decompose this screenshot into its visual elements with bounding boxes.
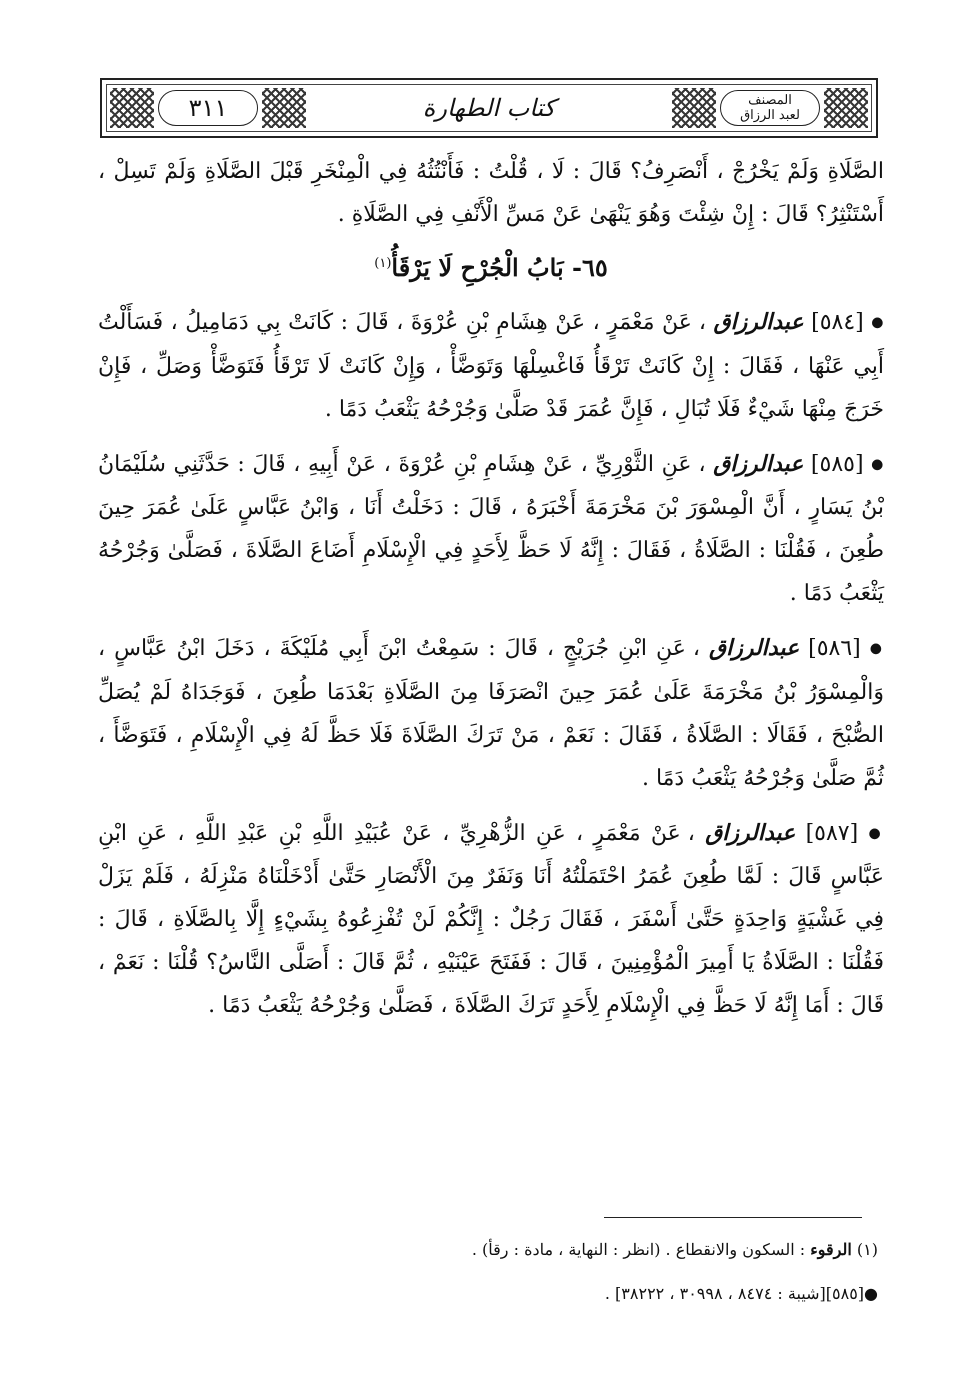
bullet-icon: ● (871, 456, 885, 472)
hadith-586 (98, 627, 884, 800)
footnote-2 (98, 1272, 878, 1316)
hadith-587 (98, 812, 884, 1028)
page-header (100, 78, 878, 138)
hadith-number: [٥٨٦] (808, 636, 861, 661)
ornament-icon (110, 88, 154, 128)
narrator-name: عبدالرزاق (713, 450, 804, 477)
footnote-text: [شيبة : ٨٤٧٤ ، ٣٠٩٩٨ ، ٣٨٢٢٢] . (604, 1284, 826, 1303)
hadith-585 (98, 443, 884, 616)
footnote-1 (98, 1228, 878, 1272)
ornament-icon (672, 88, 716, 128)
chapter-title (98, 242, 884, 289)
footnote-text: : السكون والانقطاع . (انظر : النهاية ، مادة : رقأ) . (471, 1240, 806, 1259)
main-text (98, 150, 884, 1039)
hadith-text: ، عَنْ مَعْمَرٍ ، عَنْ هِشَامِ بْنِ عُرْوَةَ ، قَالَ : كَانَتْ بِي دَمَامِيلُ ، فَسَأَلْتُ أَبِي عَنْهَا ، فَقَالَ : إِنْ كَانَتْ تَرْقَأُ فَاغْسِلْهَا وَتَوَضَّأْ ، وَإِنْ كَانَتْ لَا تَرْقَأُ فَتَوَضَّأْ وَصَلِّ ، فَإِنْ خَرَجَ مِنْهَا شَيْءٌ فَلَا تُبَالِ ، فَإِنَّ عُمَرَ قَدْ صَلَّىٰ وَجُرْحُهُ يَثْعَبُ دَمًا . (98, 310, 884, 422)
chapter-title-text: ٦٥- بَابُ الْجُرْحِ لَا يَرْقَأُ (391, 253, 608, 282)
footnote-divider (604, 1217, 862, 1218)
hadith-number: [٥٨٥] (810, 451, 864, 477)
footnote-term: [٥٨٥] (825, 1284, 865, 1303)
logo-line-2: لعبد الرزاق (740, 108, 800, 123)
footnotes (98, 1228, 878, 1316)
narrator-name: عبدالرزاق (713, 309, 804, 335)
bullet-icon: ● (864, 1284, 878, 1303)
footnote-term: الرقوء (810, 1240, 852, 1259)
bullet-icon: ● (871, 314, 885, 331)
hadith-number: [٥٨٤] (811, 310, 864, 335)
hadith-text: ، عَنْ مَعْمَرٍ ، عَنِ الزُّهْرِيِّ ، عَنْ عُبَيْدِ اللَّهِ بْنِ عَبْدِ اللَّهِ ، عَنِ ابْنِ عَبَّاسٍ قَالَ : لَمَّا طُعِنَ عُمَرُ احْتَمَلْتُهُ أَنَا وَنَفَرٌ مِنَ الْأَنْصَارِ حَتَّىٰ أَدْخَلْنَاهُ مَنْزِلَهُ ، فَلَمْ يَزَلْ فِي غَشْيَةٍ وَاحِدَةٍ حَتَّىٰ أَسْفَرَ ، فَقَالَ رَجُلٌ : إِنَّكُمْ لَنْ تُفْزِعُوهُ بِشَيْءٍ إِلَّا بِالصَّلَاةِ ، قَالَ : فَقُلْنَا : الصَّلَاةُ يَا أَمِيرَ الْمُؤْمِنِينَ ، قَالَ : فَفَتَحَ عَيْنَيْهِ ، ثُمَّ قَالَ : أَصَلَّى النَّاسُ؟ قُلْنَا : نَعَمْ ، قَالَ : أَمَا إِنَّهُ لَا حَظَّ فِي الْإِسْلَامِ لِأَحَدٍ تَرَكَ الصَّلَاةَ ، فَصَلَّىٰ وَجُرْحُهُ يَثْعَبُ دَمًا . (98, 820, 884, 1018)
book-section-title: كتاب الطهارة (422, 94, 556, 122)
ornament-icon (824, 88, 868, 128)
bullet-icon: ● (868, 825, 885, 841)
page-number: ٣١١ (158, 90, 258, 126)
footnote-marker: (١) (856, 1240, 878, 1259)
footnote-ref: (١) (374, 256, 392, 271)
logo-line-1: المصنف (748, 93, 792, 108)
hadith-text: ، عَنِ ابْنِ جُرَيْجٍ ، قَالَ : سَمِعْتُ ابْنَ أَبِي مُلَيْكَةَ ، دَخَلَ ابْنُ عَبَّاسٍ ، وَالْمِسْوَرُ بْنُ مَخْرَمَةَ عَلَىٰ عُمَرَ حِينَ انْصَرَفَا مِنَ الصَّلَاةِ بَعْدَمَا طُعِنَ ، فَوَجَدَاهُ لَمْ يُصَلِّ الصُّبْحَ ، فَقَالَا : الصَّلَاةُ ، فَقَالَ : نَعَمْ ، مَنْ تَرَكَ الصَّلَاةَ فَلَا حَظَّ لَهُ فِي الْإِسْلَامِ ، فَتَوَضَّأَ ، ثُمَّ صَلَّىٰ وَجُرْحُهُ يَثْعَبُ دَمًا . (98, 636, 884, 791)
ornament-icon (262, 88, 306, 128)
hadith-584 (98, 301, 884, 431)
intro-paragraph: الصَّلَاةِ وَلَمْ يَخْرُجْ ، أَنْصَرِفُ؟ قَالَ : لَا ، قُلْتُ : فَأَنْتُثُهُ فِي الْمِنْخَرِ قَبْلَ الصَّلَاةِ وَلَمْ تَسِلْ ، أَسْتَنْثِرُ؟ قَالَ : إِنْ شِئْتَ وَهُوَ يَنْهَىٰ عَنْ مَسِّ الْأَنْفِ فِي الصَّلَاةِ . (98, 159, 884, 227)
hadith-number: [٥٨٧] (805, 820, 859, 846)
narrator-name: عبدالرزاق (709, 635, 800, 661)
hadith-text: ، عَنِ الثَّوْرِيِّ ، عَنْ هِشَامِ بْنِ عُرْوَةَ ، عَنْ أَبِيهِ ، قَالَ : حَدَّثَنِي سُلَيْمَانُ بْنُ يَسَارٍ ، أَنَّ الْمِسْوَرَ بْنَ مَخْرَمَةَ أَخْبَرَهُ ، قَالَ : دَخَلْتُ أَنَا ، وَابْنُ عَبَّاسٍ عَلَىٰ عُمَرَ حِينَ طُعِنَ ، فَقُلْنَا : الصَّلَاةُ ، فَقَالَ : إِنَّهُ لَا حَظَّ لِأَحَدٍ فِي الْإِسْلَامِ أَضَاعَ الصَّلَاةَ ، فَصَلَّىٰ وَجُرْحُهُ يَثْعَبُ دَمًا . (98, 451, 884, 606)
bullet-icon: ● (869, 640, 884, 657)
book-logo (720, 90, 820, 126)
narrator-name: عبدالرزاق (705, 819, 796, 846)
